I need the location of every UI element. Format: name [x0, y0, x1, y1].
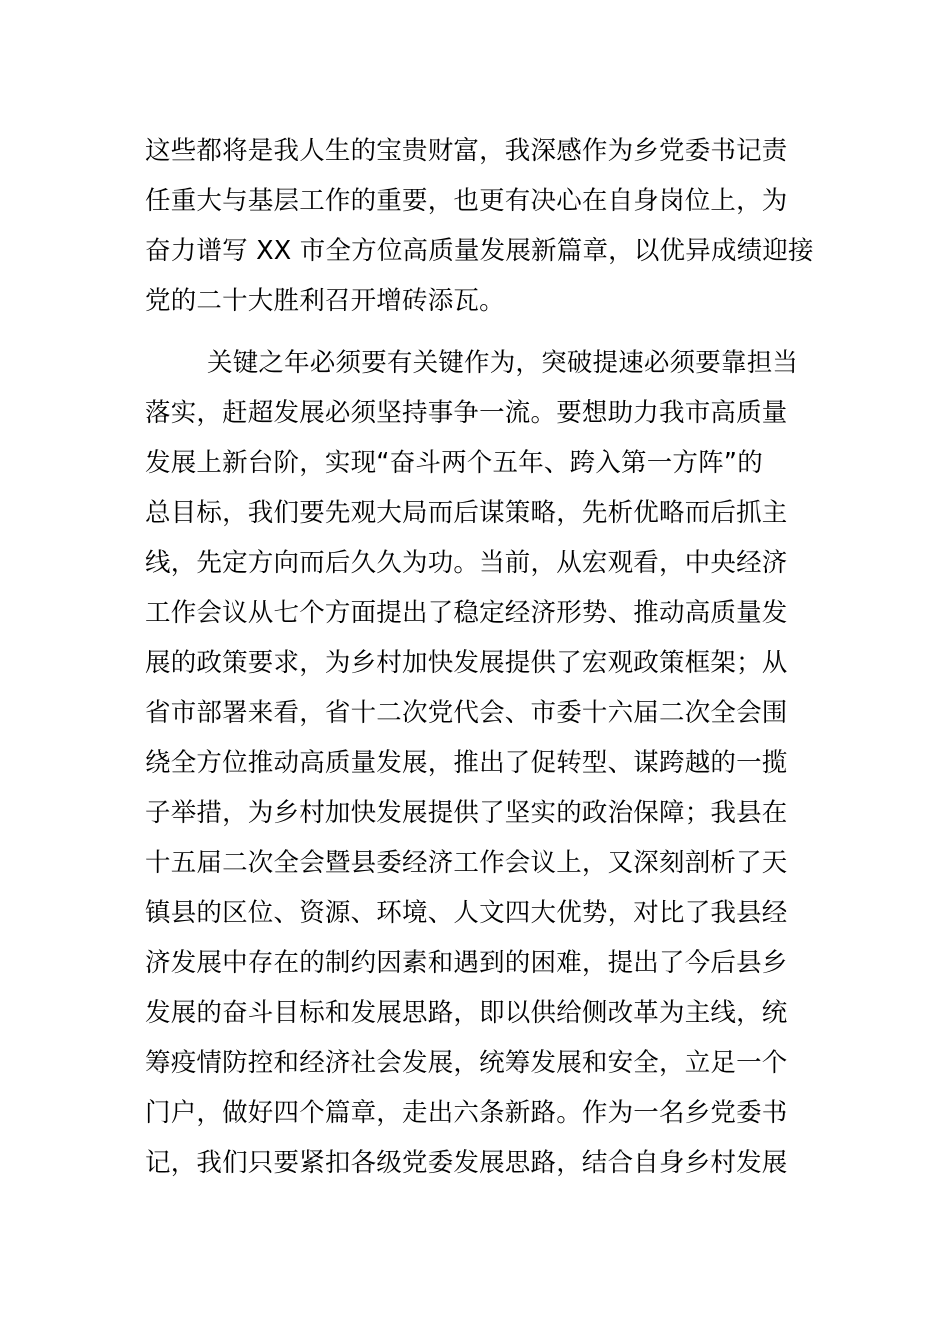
- text-line: 落实，赶超发展必须坚持事争一流。要想助力我市高质量: [145, 398, 788, 428]
- paragraph-spacing: [145, 326, 805, 338]
- text-line: 工作会议从七个方面提出了稳定经济形势、推动高质量发: [145, 598, 788, 628]
- text-line: 绕全方位推动高质量发展，推出了促转型、谋跨越的一揽: [145, 748, 788, 778]
- text-line-first: 关键之年必须要有关键作为，突破提速必须要靠担当: [207, 348, 799, 378]
- text-line: 济发展中存在的制约因素和遇到的困难，提出了今后县乡: [145, 948, 788, 978]
- text-line: 省市部署来看，省十二次党代会、市委十六届二次全会围: [145, 698, 788, 728]
- text-line: 子举措，为乡村加快发展提供了坚实的政治保障；我县在: [145, 798, 788, 828]
- text-line: 十五届二次全会暨县委经济工作会议上，又深刻剖析了天: [145, 848, 788, 878]
- document-body: [145, 126, 814, 1188]
- paragraph-1: [145, 126, 814, 326]
- text-line: 发展上新台阶，实现“奋斗两个五年、跨入第一方阵”的: [145, 448, 763, 478]
- text-line: 记，我们只要紧扣各级党委发展思路，结合自身乡村发展: [145, 1148, 788, 1178]
- text-line: 奋力谱写 XX 市全方位高质量发展新篇章，以优异成绩迎接: [145, 236, 814, 266]
- paragraph-2: [145, 338, 805, 1188]
- text-line: 镇县的区位、资源、环境、人文四大优势，对比了我县经: [145, 898, 788, 928]
- text-line: 门户，做好四个篇章，走出六条新路。作为一名乡党委书: [145, 1098, 788, 1128]
- text-line: 任重大与基层工作的重要，也更有决心在自身岗位上，为: [145, 186, 788, 216]
- text-line: 展的政策要求，为乡村加快发展提供了宏观政策框架；从: [145, 648, 788, 678]
- text-line: 发展的奋斗目标和发展思路，即以供给侧改革为主线，统: [145, 998, 788, 1028]
- text-line: 筹疫情防控和经济社会发展，统筹发展和安全，立足一个: [145, 1048, 788, 1078]
- text-line: 这些都将是我人生的宝贵财富，我深感作为乡党委书记责: [145, 136, 788, 166]
- text-line: 总目标，我们要先观大局而后谋策略，先析优略而后抓主: [145, 498, 788, 528]
- text-line: 党的二十大胜利召开增砖添瓦。: [145, 286, 505, 316]
- text-line: 线，先定方向而后久久为功。当前，从宏观看，中央经济: [145, 548, 788, 578]
